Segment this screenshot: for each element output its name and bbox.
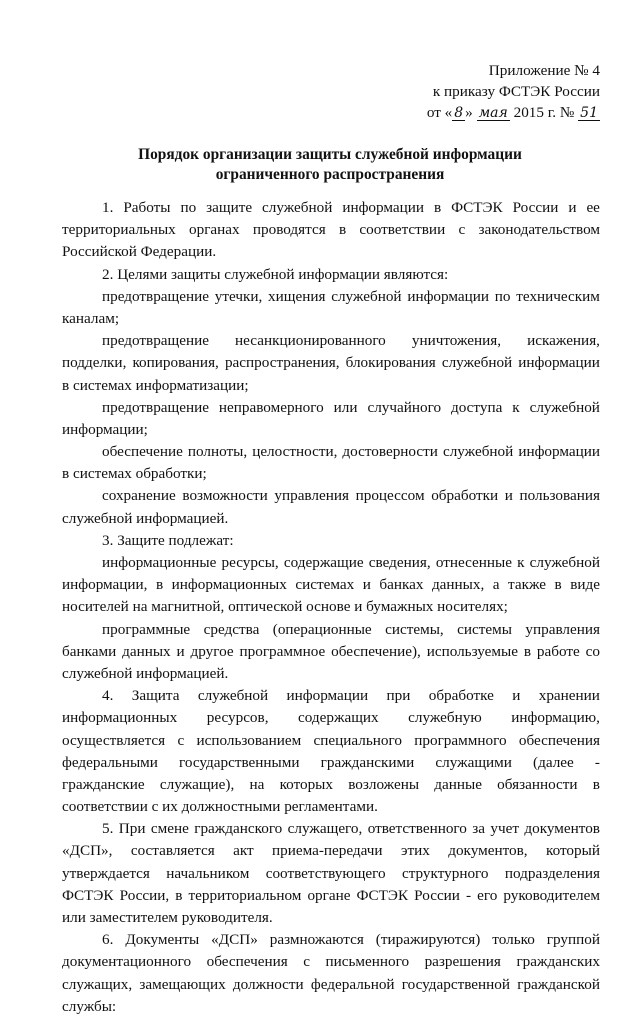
text-line: [62, 774, 600, 796]
text-line: [62, 441, 600, 463]
word: только: [492, 931, 535, 949]
word: соответствии: [359, 221, 446, 239]
word: с: [458, 221, 466, 239]
word: полноты,: [187, 443, 248, 461]
word: системах: [295, 576, 355, 594]
word: в: [523, 642, 532, 660]
word: неправомерного: [218, 398, 324, 416]
word: осуществляется: [62, 731, 166, 749]
word: и: [504, 487, 513, 505]
word: смене: [150, 820, 189, 838]
word: в: [155, 576, 164, 594]
word: (далее: [533, 753, 574, 771]
word: информационных: [62, 709, 178, 727]
word: доступа: [450, 398, 503, 416]
word: информационные: [102, 554, 217, 571]
text-line: в системах обработки;: [62, 465, 207, 483]
word: также: [508, 576, 547, 594]
word: служащего,: [287, 820, 363, 838]
word: замещающих: [139, 975, 226, 993]
word: 5.: [102, 820, 114, 838]
text-line: [62, 885, 600, 907]
text-line: [62, 197, 600, 219]
word: гражданских: [516, 953, 600, 971]
word: программное: [239, 642, 326, 660]
text-line: [62, 951, 600, 973]
order-reference: к приказу ФСТЭК России: [432, 83, 600, 100]
text-line: [62, 330, 600, 352]
word: данных,: [431, 576, 485, 594]
word: системы,: [385, 620, 444, 638]
text-line: [62, 730, 600, 752]
word: группой: [546, 931, 600, 949]
word: программные: [102, 620, 191, 638]
word: Работы: [123, 199, 171, 216]
word: по: [180, 199, 197, 216]
word: возложены: [348, 775, 420, 793]
word: в: [592, 775, 600, 793]
word: хищения: [268, 287, 326, 305]
word: за: [472, 820, 485, 838]
word: данные: [434, 775, 482, 793]
word: обязанности: [497, 775, 578, 793]
word: ее: [586, 199, 600, 216]
text-line: [62, 352, 600, 374]
word: информации: [407, 287, 489, 305]
word: ресурсов,: [206, 709, 269, 727]
word: по: [494, 287, 511, 305]
word: законодательством: [478, 221, 600, 239]
word: федеральными: [62, 753, 158, 771]
word: ФСТЭК: [356, 886, 409, 904]
text-line: в системах информатизации;: [62, 376, 249, 394]
handwritten-month: мая: [478, 105, 508, 121]
word: в: [433, 199, 442, 216]
word: или: [333, 398, 358, 416]
word: органе: [307, 886, 351, 904]
word: специального: [313, 731, 402, 749]
text-line: [62, 974, 600, 996]
word: документов,: [448, 842, 528, 860]
date-prefix: от «: [426, 104, 453, 121]
title-line-2: ограниченного распространения: [215, 166, 445, 183]
text-line: службы:: [62, 997, 117, 1015]
text-line: соответствии с их должностными регламентами.: [62, 798, 378, 816]
word: в: [338, 221, 347, 239]
word: акт: [233, 842, 254, 860]
word: ресурсы,: [221, 554, 279, 571]
word: к: [512, 398, 520, 416]
word: соответствующего: [265, 864, 386, 882]
word: служащие),: [159, 775, 235, 793]
text-line: [62, 707, 600, 729]
word: предотвращение: [102, 287, 209, 305]
word: информации: [342, 199, 425, 216]
word: гражданские: [62, 775, 145, 793]
word: данных: [122, 642, 171, 660]
text-line: [62, 286, 600, 308]
word: служебной: [197, 687, 269, 705]
word: служащих,: [62, 975, 133, 993]
word: отнесенные: [435, 554, 512, 571]
word: системы: [457, 620, 512, 638]
word: ФСТЭК: [62, 886, 114, 904]
word: которых: [279, 775, 333, 793]
word: утечки,: [214, 287, 263, 305]
word: виде: [570, 576, 600, 594]
word: приема-передачи: [272, 842, 383, 860]
word: составляется: [130, 842, 215, 860]
word: территориальных: [62, 221, 176, 239]
text-line: [62, 552, 600, 574]
word: обработки: [431, 487, 499, 505]
word: документов: [524, 820, 600, 838]
word: должности: [232, 975, 304, 993]
word: (тиражируются): [375, 931, 481, 949]
word: обработке: [428, 687, 494, 705]
word: к: [517, 554, 525, 571]
word: управления: [525, 620, 600, 638]
word: «ДСП»: [211, 931, 258, 949]
word: распространения,: [224, 354, 340, 372]
word: содержащие: [283, 554, 364, 571]
word: Защита: [131, 687, 180, 705]
word: банками: [62, 642, 117, 660]
handwritten-day: 8: [454, 105, 464, 121]
handwritten-order-number: 51: [580, 105, 598, 121]
word: и: [362, 576, 371, 594]
text-line: [62, 818, 600, 840]
word: федеральной: [310, 975, 395, 993]
word: служебной: [331, 287, 402, 305]
word: служебной: [442, 443, 514, 461]
text-line: [62, 619, 600, 641]
word: а: [492, 576, 500, 594]
word: гражданскими: [320, 753, 415, 771]
word: процессом: [355, 487, 425, 505]
text-line: [62, 752, 600, 774]
word: возможности: [182, 487, 268, 505]
word: средства: [203, 620, 260, 638]
text-line: информации;: [62, 420, 148, 438]
word: государственными: [179, 753, 300, 771]
word: и: [512, 687, 521, 705]
word: проводятся: [252, 221, 326, 239]
text-line: [62, 863, 600, 885]
word: используемые: [426, 642, 518, 660]
text-line: служебной информацией.: [62, 664, 229, 682]
word: -: [594, 753, 600, 771]
text-line: [62, 397, 600, 419]
text-line: носителей на магнитной, оптической основе и бумажных носителях;: [62, 598, 508, 616]
word: обеспечения: [518, 731, 600, 749]
word: в: [554, 576, 562, 594]
word: целостности,: [252, 443, 338, 461]
word: России,: [119, 886, 170, 904]
word: информации,: [62, 576, 148, 594]
word: 1.: [102, 199, 114, 216]
word: Документы: [125, 931, 200, 949]
word: уничтожения,: [411, 332, 502, 350]
word: (операционные: [272, 620, 372, 638]
word: ответственного: [367, 820, 467, 838]
word: его: [477, 886, 498, 904]
word: служебной: [529, 398, 600, 416]
word: -: [466, 886, 472, 904]
text-line: служебной информацией.: [62, 509, 229, 527]
word: размножаются: [269, 931, 364, 949]
word: обеспечение: [102, 443, 183, 461]
document-body: [62, 197, 600, 1018]
word: органах: [189, 221, 240, 239]
text-line: [62, 685, 600, 707]
word: и: [568, 199, 577, 216]
word: «ДСП»,: [62, 842, 113, 860]
word: территориальном: [188, 886, 302, 904]
word: информационных: [171, 576, 287, 594]
word: этих: [400, 842, 430, 860]
text-line: [62, 929, 600, 951]
date-mid: »: [465, 104, 473, 121]
word: с: [177, 731, 185, 749]
word: предотвращение: [102, 332, 209, 350]
word: 4.: [102, 687, 114, 705]
word: и: [176, 642, 185, 660]
text-line: [62, 219, 600, 241]
word: искажения,: [527, 332, 600, 350]
word: учет: [490, 820, 520, 838]
word: начальником: [166, 864, 250, 882]
word: использованием: [196, 731, 302, 749]
word: обеспечение),: [331, 642, 421, 660]
word: информации: [518, 443, 600, 461]
word: содержащих: [298, 709, 379, 727]
word: пользования: [519, 487, 600, 505]
word: 6.: [102, 931, 114, 949]
word: предотвращение: [102, 398, 209, 416]
word: служебной: [262, 199, 333, 216]
word: документационного: [62, 953, 192, 971]
word: банках: [379, 576, 424, 594]
word: информации: [286, 687, 369, 705]
word: гражданской: [517, 975, 600, 993]
word: со: [585, 642, 600, 660]
word: который: [545, 842, 600, 860]
word: государственной: [401, 975, 511, 993]
year-and-number-label: 2015 г. №: [513, 104, 575, 121]
word: обеспечения: [206, 953, 288, 971]
text-line: 2. Целями защиты служебной информации являются:: [102, 265, 449, 283]
word: структурного: [401, 864, 489, 882]
appendix-number: Приложение № 4: [488, 62, 600, 79]
word: информацию,: [511, 709, 600, 727]
word: разрешения: [424, 953, 501, 971]
word: случайного: [367, 398, 442, 416]
word: руководителем: [503, 886, 600, 904]
title-line-1: Порядок организации защиты служебной информации: [138, 146, 522, 163]
word: При: [118, 820, 146, 838]
text-line: Российской Федерации.: [62, 243, 217, 261]
word: подделки,: [62, 354, 127, 372]
word: блокирования: [345, 354, 436, 372]
order-date-line: [400, 102, 600, 123]
word: программного: [414, 731, 507, 749]
word: несанкционированного: [235, 332, 386, 350]
text-line: [62, 574, 600, 596]
word: гражданского: [194, 820, 283, 838]
word: служебной: [529, 554, 600, 571]
word: служащими: [435, 753, 512, 771]
word: письменного: [325, 953, 410, 971]
word: защите: [206, 199, 253, 216]
appendix-header: [400, 60, 600, 123]
word: сохранение: [102, 487, 176, 505]
word: управления: [274, 487, 349, 505]
word: копирования,: [132, 354, 219, 372]
word: сведения,: [368, 554, 431, 571]
text-line: каналам;: [62, 309, 120, 327]
word: в: [175, 886, 183, 904]
text-line: или заместителем руководителя.: [62, 909, 273, 926]
word: достоверности: [342, 443, 438, 461]
document-title: [60, 145, 600, 185]
word: подразделения: [504, 864, 600, 882]
text-line: [62, 485, 600, 507]
text-line: [62, 840, 600, 862]
word: информации: [518, 354, 600, 372]
word: при: [386, 687, 411, 705]
word: ФСТЭК: [451, 199, 503, 216]
text-line: 3. Защите подлежат:: [102, 531, 234, 549]
word: России: [414, 886, 460, 904]
word: с: [303, 953, 310, 971]
word: работе: [536, 642, 580, 660]
word: на: [249, 775, 265, 793]
word: служебной: [441, 354, 513, 372]
word: другое: [190, 642, 234, 660]
text-line: [62, 641, 600, 663]
word: России: [512, 199, 559, 216]
word: служебную: [408, 709, 482, 727]
word: утверждается: [62, 864, 150, 882]
word: хранении: [538, 687, 600, 705]
word: техническим: [516, 287, 600, 305]
